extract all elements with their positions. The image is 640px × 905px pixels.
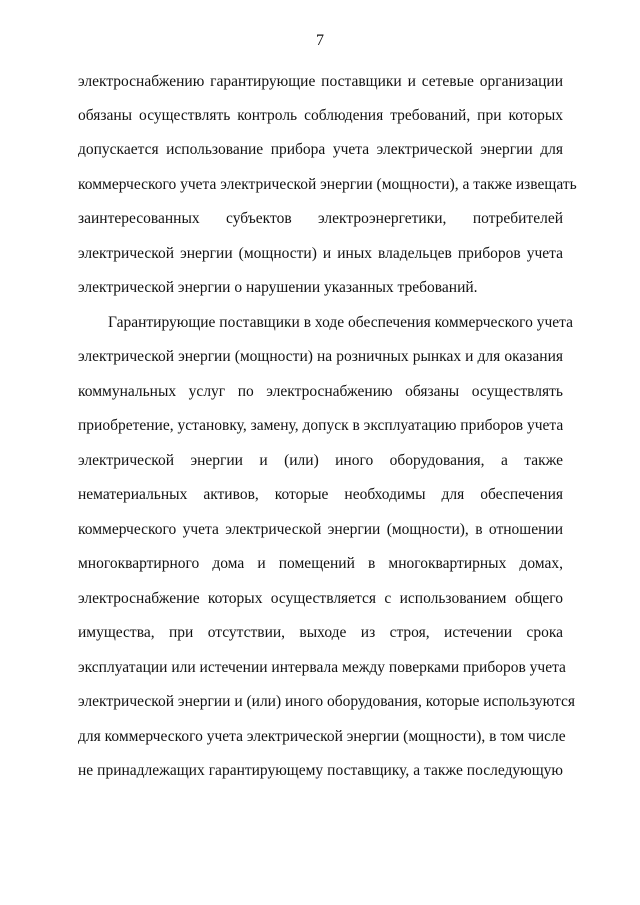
paragraph-1-line: электроснабжению гарантирующие поставщики и сетевые организации — [78, 73, 563, 90]
paragraph-2-line: приобретение, установку, замену, допуск в эксплуатацию приборов учета — [78, 417, 564, 434]
paragraph-1-line: коммерческого учета электрической энергии (мощности), а также извещать — [78, 176, 577, 193]
page-number: 7 — [316, 32, 324, 49]
paragraph-2-line: нематериальных активов, которые необходимы для обеспечения — [78, 486, 563, 503]
paragraph-2-line: Гарантирующие поставщики в ходе обеспечения коммерческого учета — [108, 314, 573, 331]
paragraph-1-line: электрической энергии о нарушении указанных требований. — [78, 279, 478, 296]
paragraph-2-line: многоквартирного дома и помещений в многоквартирных домах, — [78, 555, 563, 572]
paragraph-2-line: электрической энергии и (или) иного оборудования, а также — [78, 452, 563, 469]
paragraph-2-line: имущества, при отсутствии, выходе из строя, истечении срока — [78, 624, 563, 641]
paragraph-2-line: не принадлежащих гарантирующему поставщику, а также последующую — [78, 762, 563, 779]
paragraph-1-line: обязаны осуществлять контроль соблюдения требований, при которых — [78, 107, 563, 124]
paragraph-2-line: электрической энергии и (или) иного оборудования, которые используются — [78, 693, 575, 710]
paragraph-2-line: коммерческого учета электрической энергии (мощности), в отношении — [78, 521, 563, 538]
paragraph-1-line: допускается использование прибора учета электрической энергии для — [78, 141, 563, 158]
paragraph-2-line: электрической энергии (мощности) на розничных рынках и для оказания — [78, 348, 563, 365]
paragraph-1-line: заинтересованных субъектов электроэнергетики, потребителей — [78, 210, 563, 227]
paragraph-2-line: электроснабжение которых осуществляется с использованием общего — [78, 590, 563, 607]
paragraph-2-line: для коммерческого учета электрической энергии (мощности), в том числе — [78, 728, 566, 745]
paragraph-1-line: электрической энергии (мощности) и иных владельцев приборов учета — [78, 245, 563, 262]
paragraph-2-line: эксплуатации или истечении интервала между поверками приборов учета — [78, 659, 566, 676]
paragraph-2-line: коммунальных услуг по электроснабжению обязаны осуществлять — [78, 383, 563, 400]
